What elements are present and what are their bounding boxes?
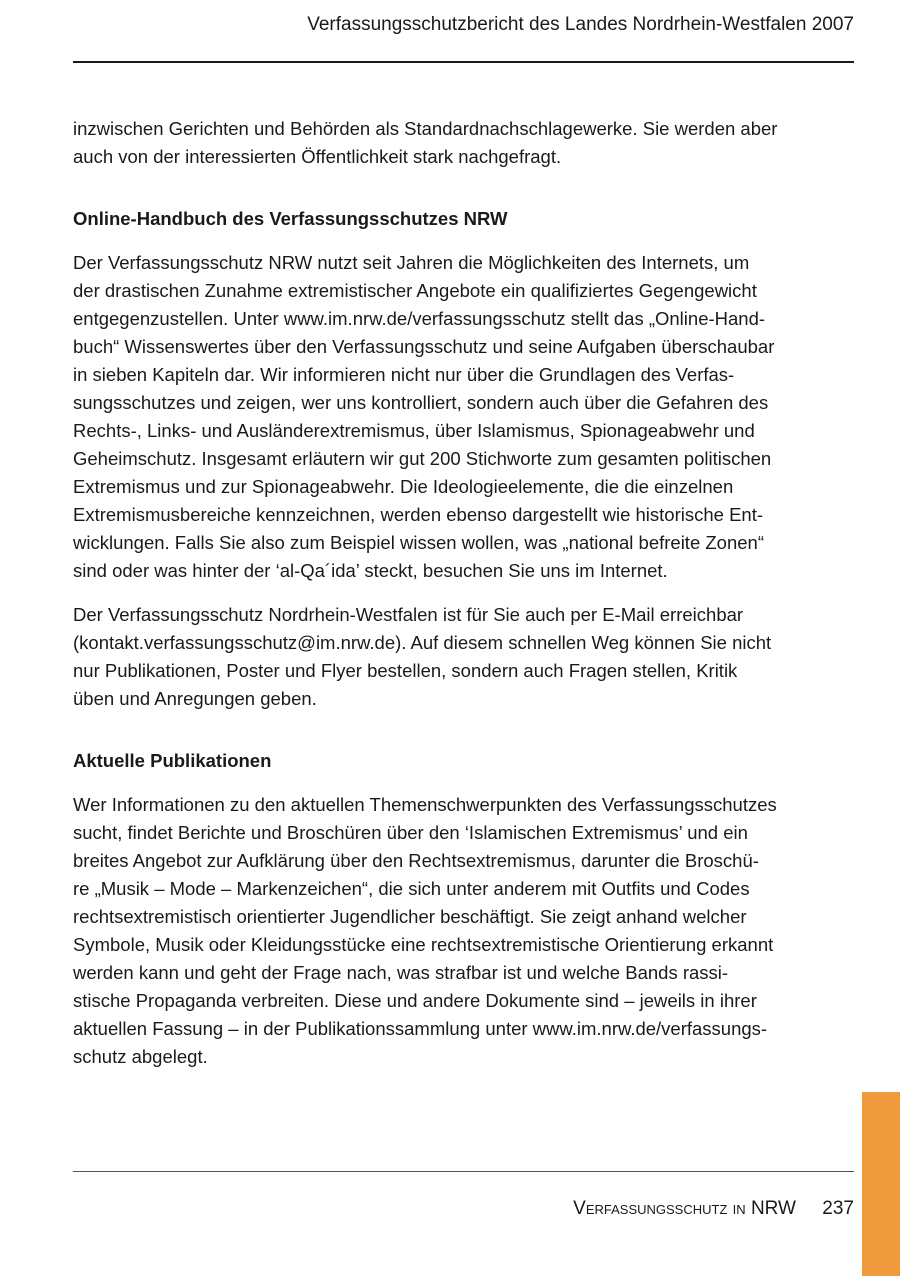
chapter-side-tab [862, 1092, 900, 1276]
text-line: üben und Anregungen geben. [73, 688, 317, 709]
online-handbuch-paragraph [73, 249, 813, 585]
text-line: in sieben Kapiteln dar. Wir informieren nicht nur über die Grundlagen des Verfas- [73, 364, 735, 385]
text-line: sungsschutzes und zeigen, wer uns kontrolliert, sondern auch über die Gefahren des [73, 392, 769, 413]
text-line: werden kann und geht der Frage nach, was strafbar ist und welche Bands rassi- [73, 962, 729, 983]
text-line: auch von der interessierten Öffentlichkeit stark nachgefragt. [73, 146, 562, 167]
page-number: 237 [822, 1198, 854, 1219]
text-line: schutz abgelegt. [73, 1046, 208, 1067]
text-line: der drastischen Zunahme extremistischer Angebote ein qualifiziertes Gegengewicht [73, 280, 757, 301]
email-contact-paragraph [73, 601, 813, 713]
main-body [73, 115, 813, 1087]
section-heading-online-handbuch: Online-Handbuch des Verfassungsschutzes NRW [73, 208, 508, 229]
text-line: nur Publikationen, Poster und Flyer bestellen, sondern auch Fragen stellen, Kritik [73, 660, 738, 681]
text-line: Wer Informationen zu den aktuellen Themenschwerpunkten des Verfassungsschutzes [73, 794, 777, 815]
text-line: Extremismus und zur Spionageabwehr. Die Ideologieelemente, die die einzelnen [73, 476, 734, 497]
footer-divider [73, 1171, 854, 1172]
text-line: Geheimschutz. Insgesamt erläutern wir gut 200 Stichworte zum gesamten politischen [73, 448, 772, 469]
text-line: rechtsextremistisch orientierter Jugendlicher beschäftigt. Sie zeigt anhand welcher [73, 906, 747, 927]
text-line: re „Musik – Mode – Markenzeichen“, die sich unter anderem mit Outfits und Codes [73, 878, 750, 899]
text-line: entgegenzustellen. Unter www.im.nrw.de/verfassungsschutz stellt das „Online-Hand- [73, 308, 766, 329]
footer-section-label: Verfassungsschutz in NRW [573, 1198, 796, 1219]
text-line: breites Angebot zur Aufklärung über den Rechtsextremismus, darunter die Broschü- [73, 850, 759, 871]
header-divider [73, 61, 854, 63]
text-line: Der Verfassungsschutz NRW nutzt seit Jahren die Möglichkeiten des Internets, um [73, 252, 750, 273]
text-line: (kontakt.verfassungsschutz@im.nrw.de). Auf diesem schnellen Weg können Sie nicht [73, 632, 772, 653]
text-line: Symbole, Musik oder Kleidungsstücke eine rechtsextremistische Orientierung erkannt [73, 934, 774, 955]
text-line: wicklungen. Falls Sie also zum Beispiel wissen wollen, was „national befreite Zonen“ [73, 532, 764, 553]
text-line: Extremismusbereiche kennzeichnen, werden ebenso dargestellt wie historische Ent- [73, 504, 763, 525]
publikationen-paragraph [73, 791, 813, 1071]
running-header-title: Verfassungsschutzbericht des Landes Nordrhein-Westfalen 2007 [307, 14, 854, 35]
text-line: aktuellen Fassung – in der Publikationssammlung unter www.im.nrw.de/verfassungs- [73, 1018, 768, 1039]
text-line: buch“ Wissenswertes über den Verfassungsschutz und seine Aufgaben überschaubar [73, 336, 775, 357]
text-line: Der Verfassungsschutz Nordrhein-Westfalen ist für Sie auch per E-Mail erreichbar [73, 604, 744, 625]
intro-paragraph [73, 115, 813, 171]
text-line: stische Propaganda verbreiten. Diese und andere Dokumente sind – jeweils in ihrer [73, 990, 757, 1011]
text-line: inzwischen Gerichten und Behörden als Standardnachschlagewerke. Sie werden aber [73, 118, 778, 139]
text-line: sucht, findet Berichte und Broschüren über den ‘Islamischen Extremismus’ und ein [73, 822, 748, 843]
text-line: Rechts-, Links- und Ausländerextremismus, über Islamismus, Spionageabwehr und [73, 420, 755, 441]
text-line: sind oder was hinter der ‘al-Qa´ida’ steckt, besuchen Sie uns im Internet. [73, 560, 668, 581]
section-heading-aktuelle-publikationen: Aktuelle Publikationen [73, 750, 272, 771]
